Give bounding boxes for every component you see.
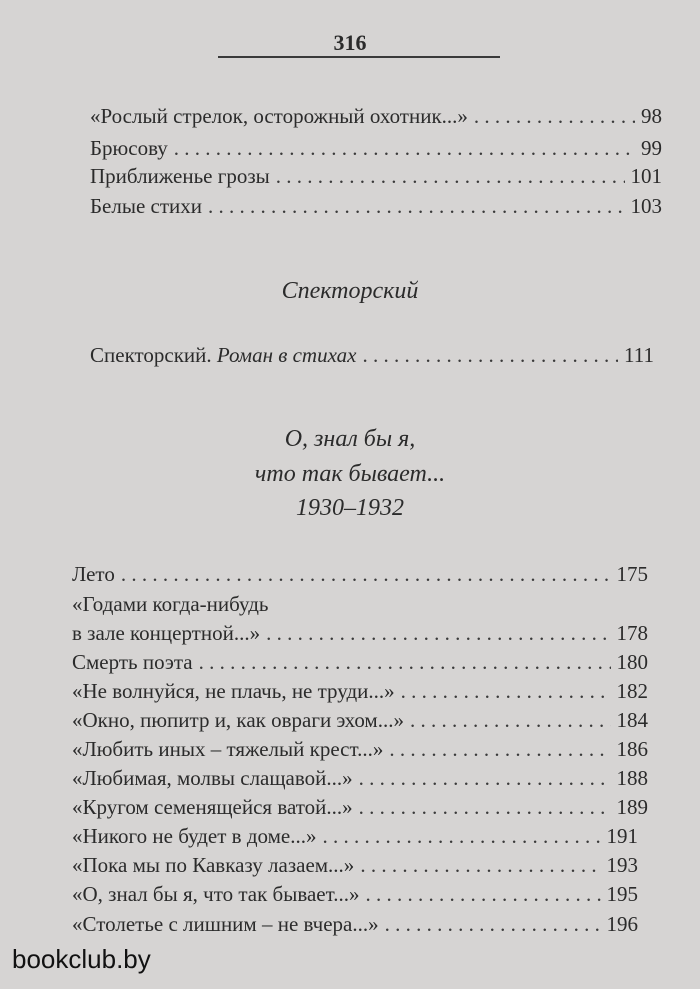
toc-entry: [90, 102, 662, 130]
toc-entry: [72, 793, 648, 821]
toc-entry: [90, 162, 662, 190]
section-heading-line2: что так бывает...: [254, 461, 446, 487]
toc-entry-title: Приближенье грозы: [90, 164, 270, 188]
toc-entry-page: 101: [630, 164, 662, 188]
page-number: 316: [333, 30, 367, 55]
toc-entry-page: 180: [616, 650, 648, 674]
toc-entry-title: «Любить иных – тяжелый крест...»: [72, 737, 384, 761]
toc-entry: [72, 880, 638, 908]
toc-entry-title: «Пока мы по Кавказу лазаем...»: [72, 853, 355, 877]
toc-entry-title: Лето: [72, 562, 115, 586]
toc-entry-title: «О, знал бы я, что так бывает...»: [72, 882, 360, 906]
toc-entry: [72, 910, 638, 938]
toc-leader-dots: [365, 880, 600, 908]
toc-leader-dots: [276, 162, 625, 190]
toc-entry: [90, 341, 654, 369]
toc-entry-title: Брюсову: [90, 136, 168, 160]
toc-entry-page: 186: [616, 737, 648, 761]
toc-entry-title-continued: «Годами когда-нибудь: [72, 592, 269, 616]
toc-entry-page: 175: [616, 562, 648, 586]
toc-entry: [72, 619, 648, 647]
toc-entry-title: Белые стихи: [90, 194, 203, 218]
toc-entry-page: 189: [616, 795, 648, 819]
toc-leader-dots: [360, 851, 600, 879]
toc-entry-page: 195: [606, 882, 638, 906]
toc-entry: [72, 851, 638, 879]
toc-entry-title: «Кругом семенящейся ватой...»: [72, 795, 353, 819]
toc-entry: [90, 192, 662, 220]
toc-entry-title: Смерть поэта: [72, 650, 193, 674]
header-rule: [218, 56, 500, 58]
toc-leader-dots: [323, 822, 601, 850]
toc-entry-page: 98: [641, 104, 662, 128]
toc-leader-dots: [385, 910, 601, 938]
toc-leader-dots: [389, 735, 610, 763]
toc-entry-page: 111: [624, 343, 654, 367]
toc-entry: [72, 764, 648, 792]
toc-entry-page: 182: [616, 679, 648, 703]
toc-leader-dots: [359, 764, 611, 792]
toc-entry-page: 184: [616, 708, 648, 732]
toc-entry-title: в зале концертной...»: [72, 621, 261, 645]
toc-leader-dots: [208, 192, 624, 220]
section-heading-line1: О, знал бы я,: [284, 426, 416, 452]
toc-entry: [72, 648, 648, 676]
toc-entry: [72, 706, 648, 734]
section-heading-years: 1930–1932: [296, 495, 404, 521]
toc-entry-title: «Не волнуйся, не плачь, не труди...»: [72, 679, 395, 703]
toc-entry: [72, 822, 638, 850]
toc-entry-page: 193: [606, 853, 638, 877]
toc-entry-page: 191: [606, 824, 638, 848]
toc-leader-dots: [199, 648, 611, 676]
toc-entry: [72, 560, 648, 588]
toc-entry-title: «Рослый стрелок, осторожный охотник...»: [90, 104, 468, 128]
toc-entry-page: 188: [616, 766, 648, 790]
toc-entry-title: [90, 341, 356, 369]
toc-entry-main-title: Спекторский.: [90, 343, 212, 367]
toc-entry-title: «Никого не будет в доме...»: [72, 824, 317, 848]
toc-leader-dots: [121, 560, 611, 588]
toc-entry-title: «Любимая, молвы слащавой...»: [72, 766, 353, 790]
section-heading: Спекторский: [281, 278, 419, 304]
toc-leader-dots: [410, 706, 611, 734]
toc-leader-dots: [362, 341, 618, 369]
toc-leader-dots: [266, 619, 610, 647]
toc-entry-page: 99: [641, 136, 662, 160]
toc-entry-page: 196: [606, 912, 638, 936]
toc-leader-dots: [359, 793, 611, 821]
toc-leader-dots: [401, 677, 611, 705]
toc-entry-page: 103: [630, 194, 662, 218]
toc-entry: [90, 134, 662, 162]
toc-entry-title: «Окно, пюпитр и, как овраги эхом...»: [72, 708, 404, 732]
toc-entry: [72, 677, 648, 705]
watermark: bookclub.by: [12, 944, 151, 974]
toc-entry-title: «Столетье с лишним – не вчера...»: [72, 912, 379, 936]
toc-entry-subtitle: Роман в стихах: [216, 343, 357, 367]
toc-leader-dots: [174, 134, 635, 162]
toc-leader-dots: [474, 102, 635, 130]
toc-entry-page: 178: [616, 621, 648, 645]
toc-entry: [72, 735, 648, 763]
